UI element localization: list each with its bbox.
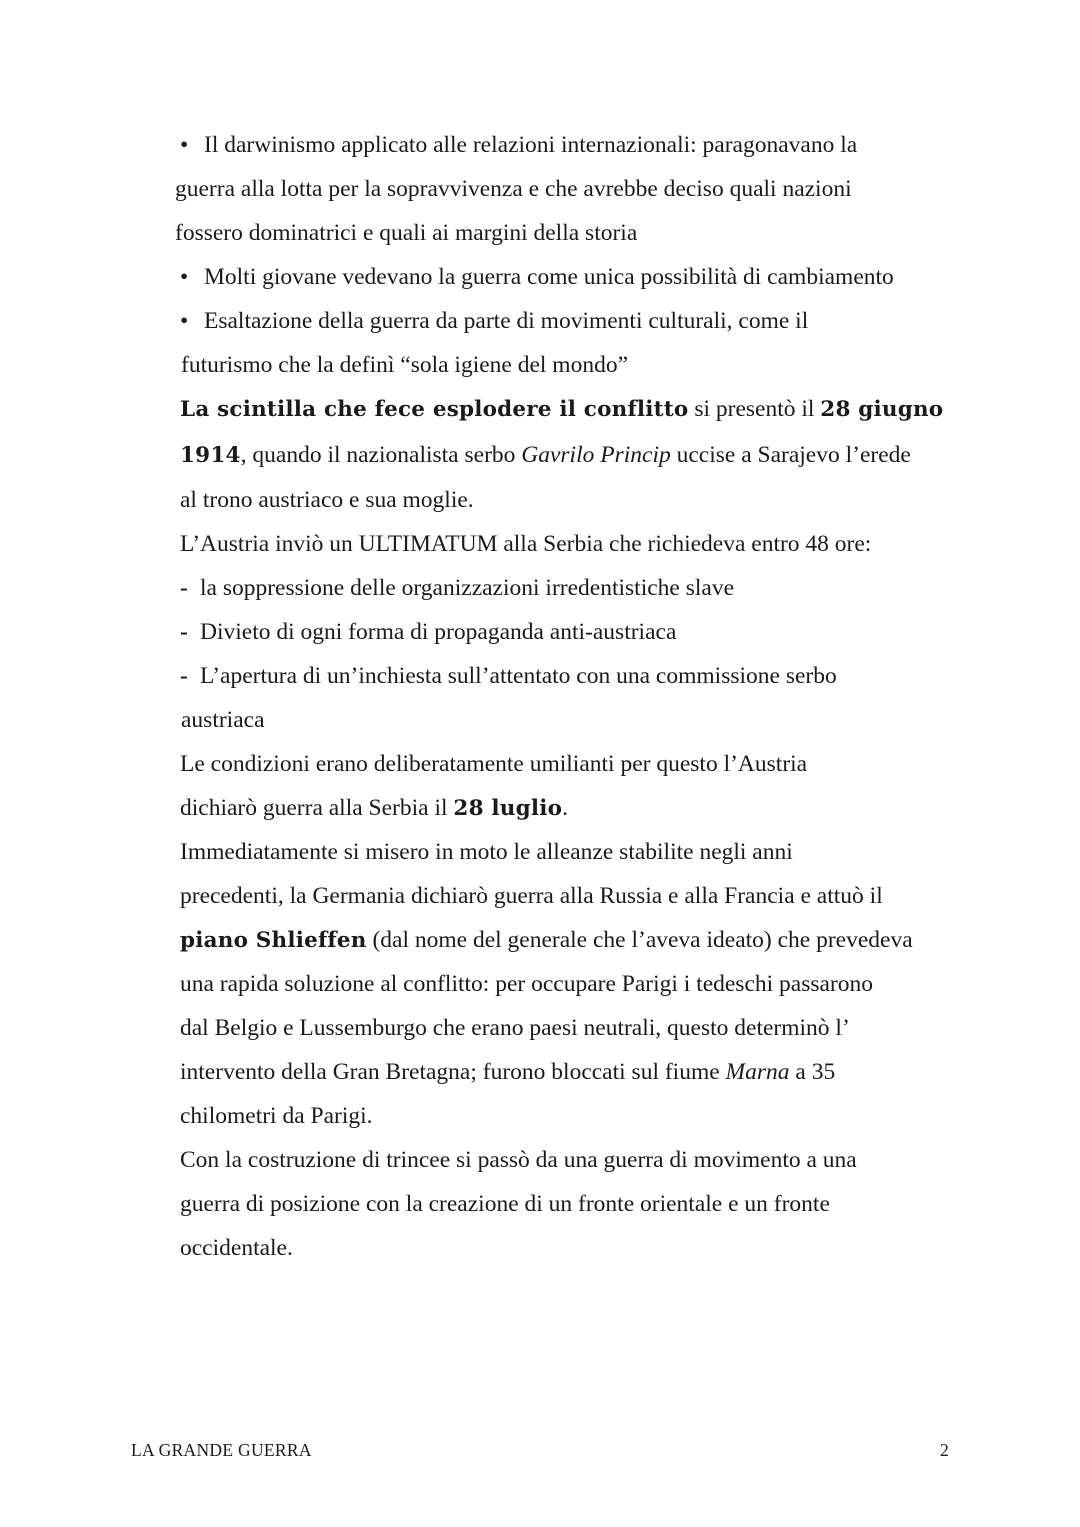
trenches-line: Con la costruzione di trincee si passò da una guerra di movimento a una <box>180 1147 857 1173</box>
alliances-text: intervento della Gran Bretagna; furono bloccati sul fiume <box>180 1059 726 1085</box>
document-body <box>175 123 965 1270</box>
bullet-text-continued: guerra alla lotta per la sopravvivenza e che avrebbe deciso quali nazioni <box>175 176 852 202</box>
alliances-line: Immediatamente si misero in moto le alleanze stabilite negli anni <box>180 839 793 865</box>
page-number: 2 <box>940 1440 949 1460</box>
bullet-icon: • <box>180 264 189 290</box>
bullet-text: Il darwinismo applicato alle relazioni internazionali: paragonavano la <box>204 132 858 158</box>
alliances-line <box>175 918 965 962</box>
alliances-text: a 35 <box>789 1059 836 1085</box>
spark-name: Gavrilo Princip <box>521 441 671 468</box>
trenches-line: occidentale. <box>180 1235 293 1261</box>
conditions-text: . <box>562 795 568 821</box>
bullet-icon: • <box>180 308 189 334</box>
conditions-line <box>175 786 965 830</box>
conditions-text: dichiarò guerra alla Serbia il <box>180 795 454 821</box>
ultimatum-item <box>175 566 965 610</box>
ultimatum-item-text: la soppressione delle organizzazioni irredentistiche slave <box>200 575 734 601</box>
alliances-text: (dal nome del generale che l’aveva ideato) che prevedeva <box>366 927 913 953</box>
spark-bold-heading: La scintilla che fece esplodere il conflitto <box>180 397 689 422</box>
conditions-date: 28 luglio <box>453 796 563 821</box>
spark-text: , quando il nazionalista serbo <box>240 441 522 468</box>
alliances-line: precedenti, la Germania dichiarò guerra alla Russia e alla Francia e attuò il <box>180 883 883 909</box>
spark-text: si presentò il <box>688 396 821 422</box>
spark-year: 1914 <box>180 442 241 468</box>
ultimatum-item-text: Divieto di ogni forma di propaganda anti-austriaca <box>200 619 677 645</box>
bullet-text-continued: futurismo che la definì “sola igiene del mondo” <box>181 352 629 378</box>
bullet-text: Molti giovane vedevano la guerra come unica possibilità di cambiamento <box>204 264 894 290</box>
bullet-item <box>175 255 965 299</box>
dash-icon: - <box>180 619 188 645</box>
spark-text: uccise a Sarajevo l’erede <box>670 441 911 468</box>
spark-paragraph-line <box>175 433 965 479</box>
alliances-line: chilometri da Parigi. <box>180 1103 373 1129</box>
alliances-river: Marna <box>725 1059 790 1085</box>
ultimatum-item-text: L’apertura di un’inchiesta sull’attentato con una commissione serbo <box>200 663 837 689</box>
bullet-item <box>175 123 965 167</box>
bullet-text-continued: fossero dominatrici e quali ai margini della storia <box>175 220 638 246</box>
ultimatum-item-continued: austriaca <box>181 707 265 733</box>
bullet-text: Esaltazione della guerra da parte di movimenti culturali, come il <box>204 308 809 334</box>
bullet-icon: • <box>180 132 189 158</box>
dash-icon: - <box>180 663 188 689</box>
trenches-line: guerra di posizione con la creazione di un fronte orientale e un fronte <box>180 1191 830 1217</box>
alliances-plan: piano Shlieffen <box>180 928 367 953</box>
footer-title: LA GRANDE GUERRA <box>131 1440 312 1460</box>
alliances-line: una rapida soluzione al conflitto: per occupare Parigi i tedeschi passarono <box>180 971 874 997</box>
conditions-line: Le condizioni erano deliberatamente umilianti per questo l’Austria <box>180 751 808 777</box>
spark-paragraph-line <box>175 387 965 433</box>
alliances-line <box>175 1050 965 1094</box>
dash-icon: - <box>180 575 188 601</box>
alliances-line: dal Belgio e Lussemburgo che erano paesi neutrali, questo determinò l’ <box>180 1015 850 1041</box>
spark-date: 28 giugno <box>820 397 944 422</box>
ultimatum-item <box>175 610 965 654</box>
spark-paragraph-line: al trono austriaco e sua moglie. <box>180 487 474 513</box>
ultimatum-intro: L’Austria inviò un ULTIMATUM alla Serbia che richiedeva entro 48 ore: <box>180 531 872 557</box>
ultimatum-item <box>175 654 965 698</box>
bullet-item <box>175 299 965 343</box>
